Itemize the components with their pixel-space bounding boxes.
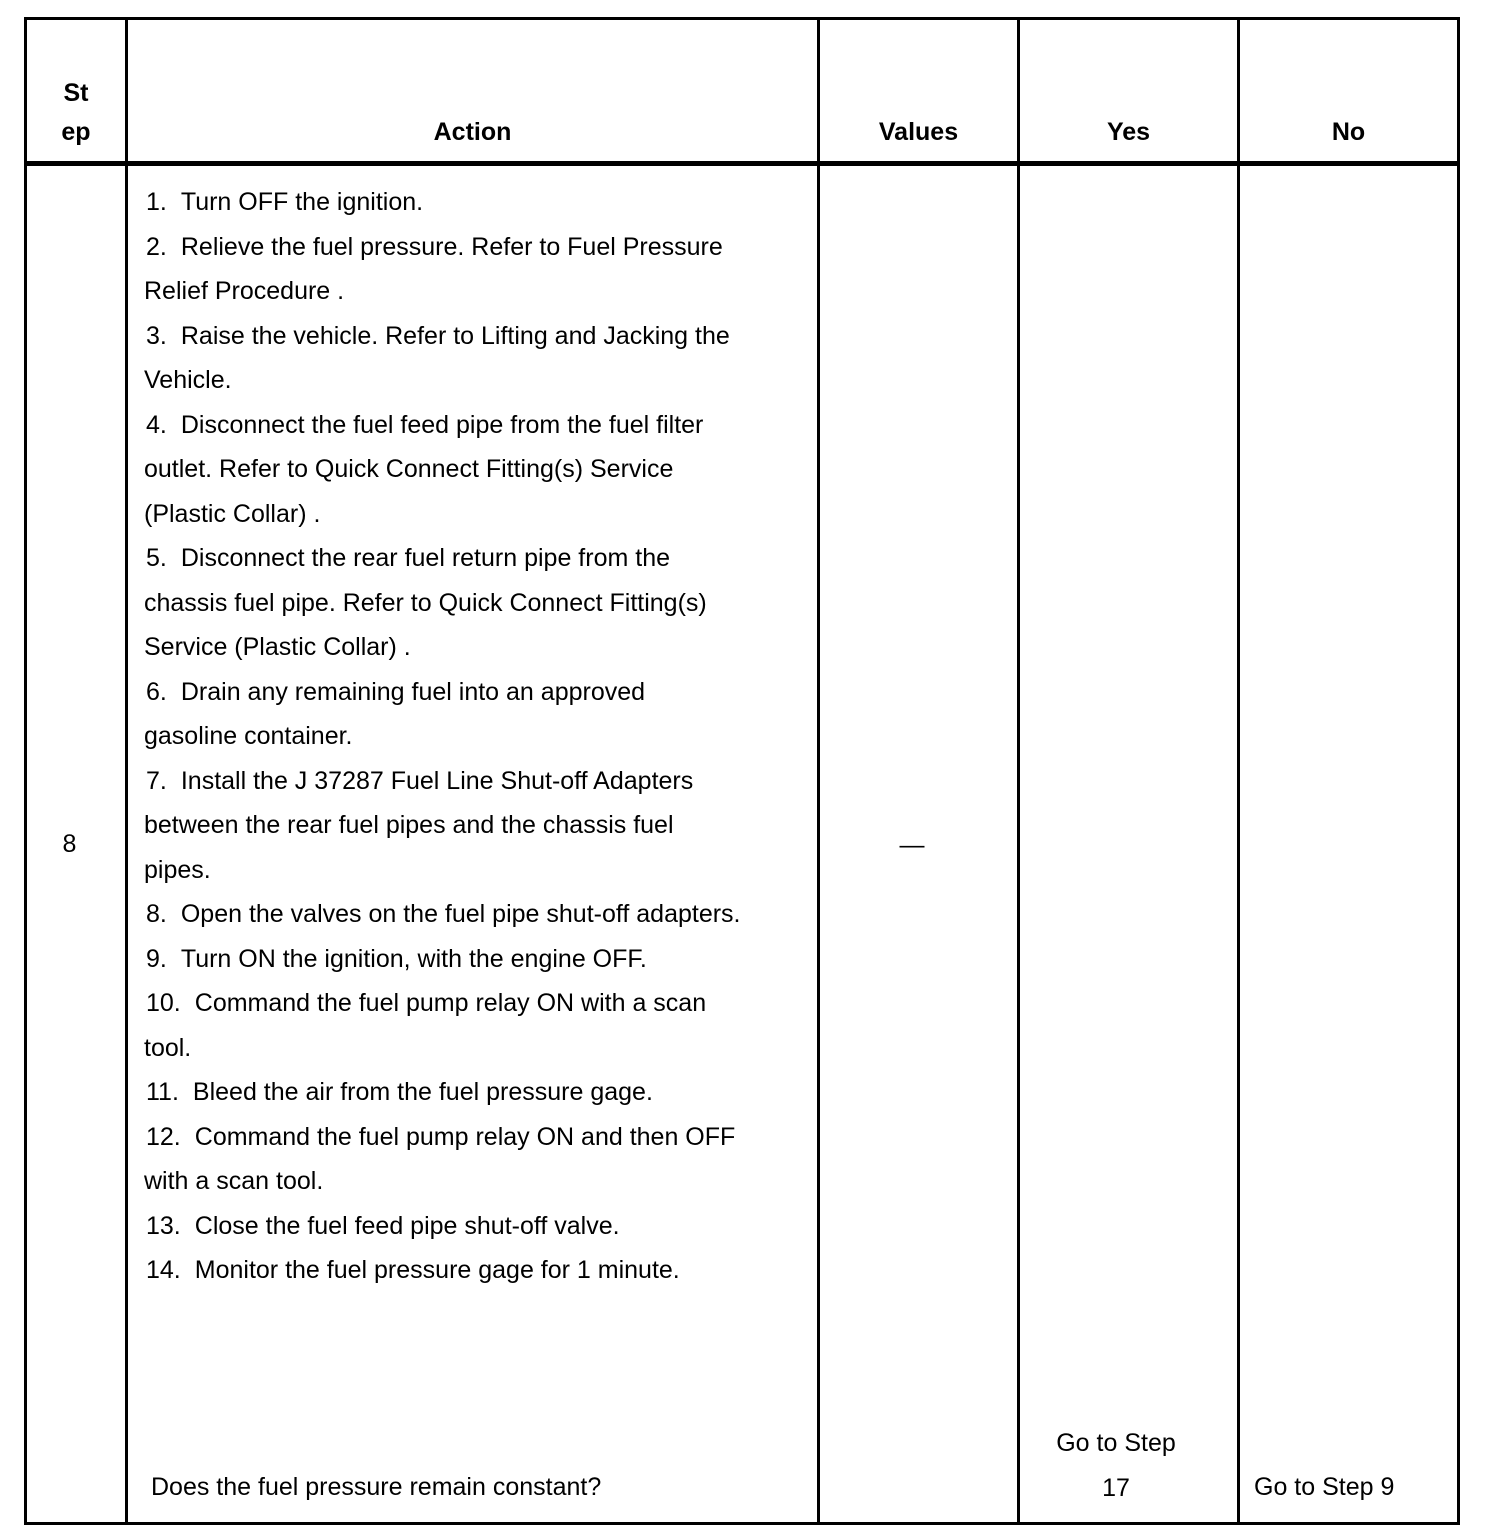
- action-item: 5. Disconnect the rear fuel return pipe from the chassis fuel pipe. Refer to Quick Connect Fitting(s) Service (Plastic Collar) .: [144, 544, 707, 661]
- action-item: 10. Command the fuel pump relay ON with a scan tool.: [144, 989, 707, 1062]
- header-yes: Yes: [1106, 118, 1151, 146]
- yes-result-line1: Go to Step: [1056, 1429, 1176, 1457]
- yes-result-line2: 17: [1102, 1473, 1130, 1502]
- table-right-border: [1457, 17, 1460, 1525]
- no-result: Go to Step 9: [1254, 1473, 1395, 1501]
- col-divider-step-action: [125, 17, 128, 1525]
- diagnostic-table: [24, 17, 1460, 1525]
- values-dash: —: [899, 831, 925, 859]
- action-item: 8. Open the valves on the fuel pipe shut-off adapters.: [146, 900, 741, 928]
- action-item: 12. Command the fuel pump relay ON and then OFF with a scan tool.: [144, 1122, 736, 1195]
- yes-result: [1020, 1421, 1212, 1510]
- col-divider-values-yes: [1017, 17, 1020, 1525]
- col-divider-yes-no: [1237, 17, 1240, 1525]
- table-top-border: [24, 17, 1460, 20]
- action-item: 4. Disconnect the fuel feed pipe from the fuel filter outlet. Refer to Quick Connect Fitting(s) Service (Plastic Collar) .: [144, 410, 704, 528]
- action-list: [144, 180, 744, 1293]
- header-step-line2: ep: [61, 118, 91, 146]
- action-item: 7. Install the J 37287 Fuel Line Shut-off Adapters between the rear fuel pipes and the chassis fuel pipes.: [144, 766, 694, 884]
- col-divider-action-values: [817, 17, 820, 1525]
- action-item: 14. Monitor the fuel pressure gage for 1 minute.: [146, 1256, 680, 1284]
- step-number: 8: [62, 830, 77, 858]
- header-step-line1: St: [63, 79, 89, 107]
- question-text: Does the fuel pressure remain constant?: [151, 1473, 602, 1501]
- action-item: 9. Turn ON the ignition, with the engine OFF.: [146, 944, 647, 973]
- header-step: [27, 74, 125, 152]
- header-no: No: [1331, 118, 1366, 146]
- action-item: 13. Close the fuel feed pipe shut-off valve.: [146, 1211, 620, 1240]
- table-bottom-border: [24, 1522, 1460, 1525]
- header-bottom-border: [24, 161, 1460, 166]
- action-item: 11. Bleed the air from the fuel pressure gage.: [146, 1078, 653, 1106]
- action-item: 1. Turn OFF the ignition.: [146, 188, 424, 216]
- header-action: Action: [433, 118, 512, 146]
- action-item: 2. Relieve the fuel pressure. Refer to Fuel Pressure Relief Procedure .: [144, 232, 723, 305]
- table-left-border: [24, 17, 27, 1525]
- header-values: Values: [878, 118, 959, 146]
- action-item: 6. Drain any remaining fuel into an approved gasoline container.: [144, 677, 646, 750]
- action-item: 3. Raise the vehicle. Refer to Lifting and Jacking the Vehicle.: [144, 321, 730, 394]
